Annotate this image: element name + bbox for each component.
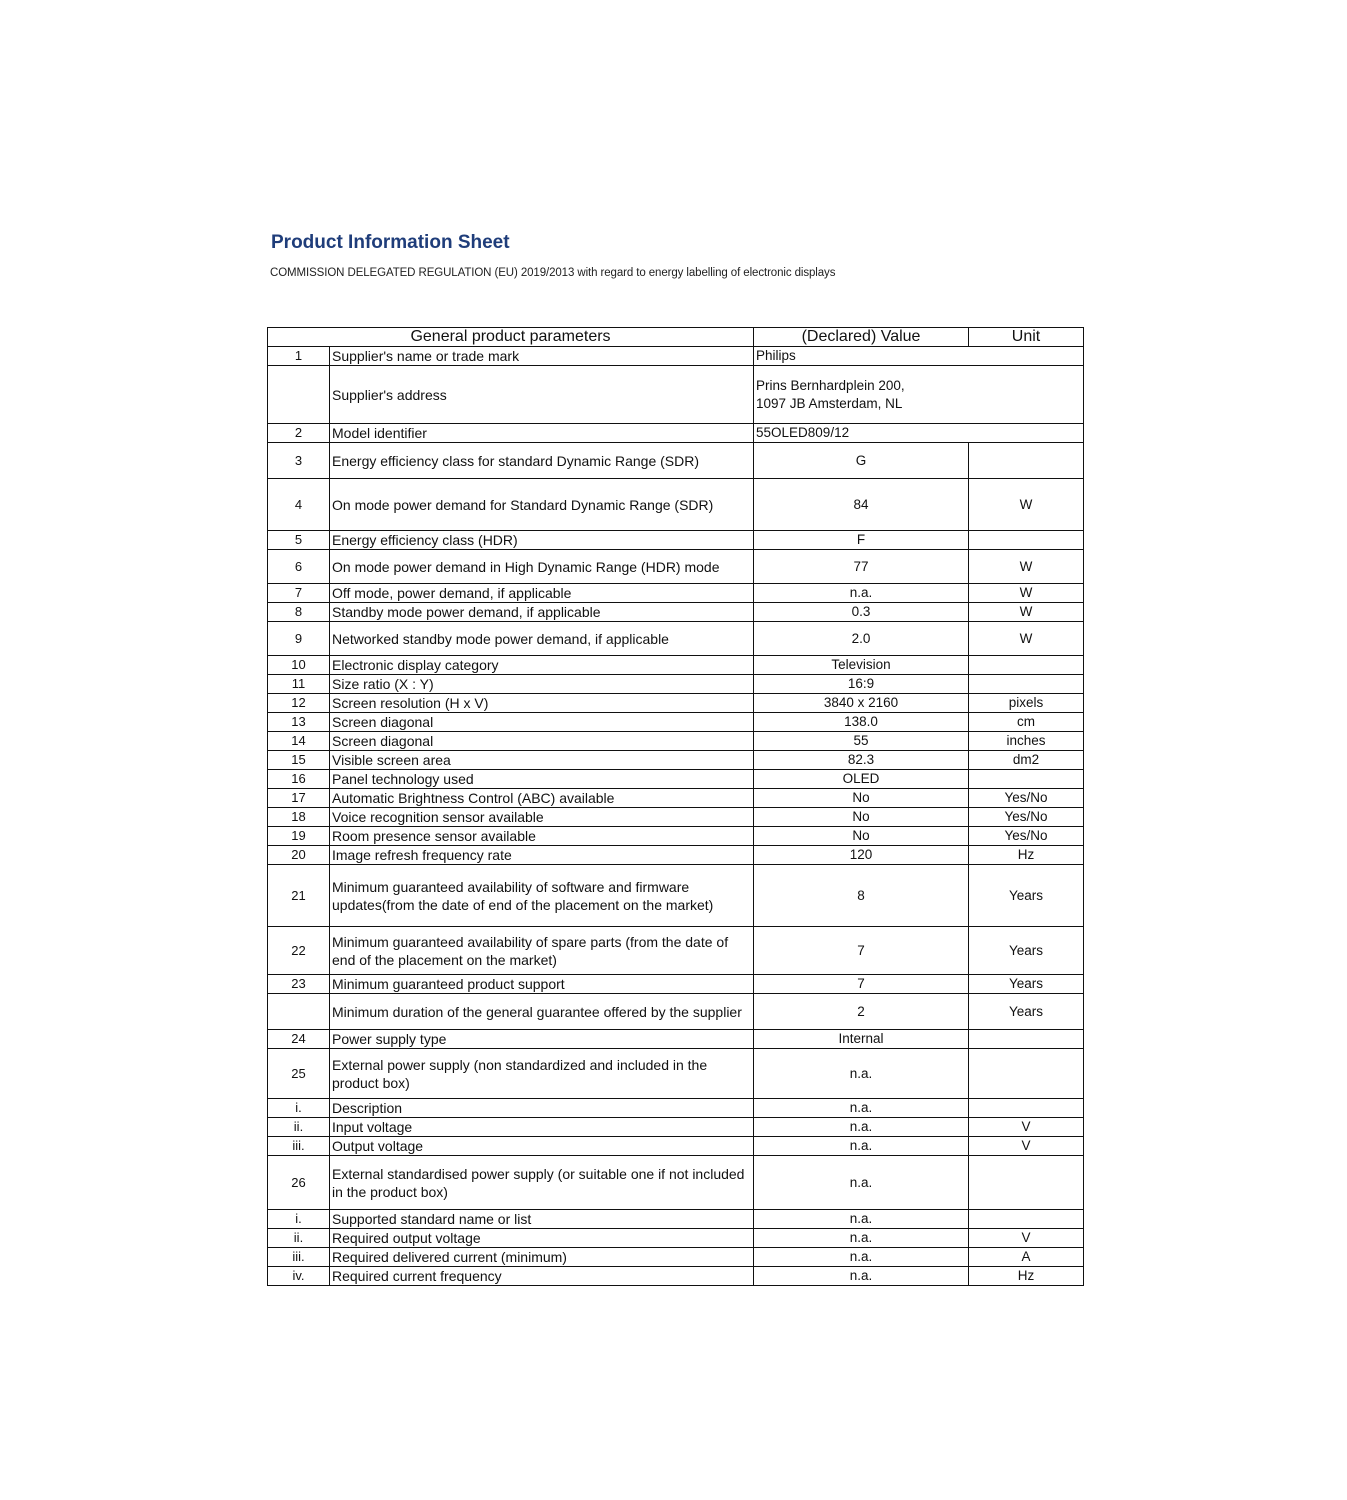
row-number: 7	[268, 584, 330, 603]
parameter-name: Room presence sensor available	[330, 827, 754, 846]
table-row	[268, 789, 1084, 808]
unit: W	[969, 603, 1084, 622]
declared-value: F	[754, 531, 969, 550]
table-row	[268, 846, 1084, 865]
unit: W	[969, 622, 1084, 656]
unit: W	[969, 584, 1084, 603]
declared-value: Philips	[754, 347, 1084, 366]
declared-value: No	[754, 808, 969, 827]
row-number: 10	[268, 656, 330, 675]
declared-value: 120	[754, 846, 969, 865]
declared-value: 0.3	[754, 603, 969, 622]
declared-value: n.a.	[754, 1267, 969, 1286]
unit: Yes/No	[969, 789, 1084, 808]
parameter-name: External power supply (non standardized and included in the product box)	[330, 1049, 754, 1099]
declared-value: 77	[754, 550, 969, 584]
row-number: ii.	[268, 1229, 330, 1248]
table-row	[268, 865, 1084, 927]
row-number: 20	[268, 846, 330, 865]
row-number: 12	[268, 694, 330, 713]
parameter-name: Energy efficiency class for standard Dynamic Range (SDR)	[330, 443, 754, 479]
row-number: i.	[268, 1210, 330, 1229]
table-row	[268, 584, 1084, 603]
row-number: 23	[268, 975, 330, 994]
parameter-name: Required delivered current (minimum)	[330, 1248, 754, 1267]
declared-value: 138.0	[754, 713, 969, 732]
parameter-name: Screen diagonal	[330, 732, 754, 751]
unit	[969, 656, 1084, 675]
unit: V	[969, 1137, 1084, 1156]
table-row	[268, 1156, 1084, 1210]
parameter-name: Power supply type	[330, 1030, 754, 1049]
row-number: iii.	[268, 1137, 330, 1156]
row-number: 19	[268, 827, 330, 846]
row-number: 11	[268, 675, 330, 694]
parameter-name: Screen diagonal	[330, 713, 754, 732]
unit	[969, 1210, 1084, 1229]
table-row	[268, 1210, 1084, 1229]
unit: Years	[969, 927, 1084, 975]
page-title: Product Information Sheet	[271, 232, 510, 253]
row-number: 3	[268, 443, 330, 479]
unit: Yes/No	[969, 808, 1084, 827]
parameter-name: Model identifier	[330, 424, 754, 443]
unit: Hz	[969, 846, 1084, 865]
product-information-table	[267, 327, 1084, 1286]
table-row	[268, 1030, 1084, 1049]
table-row	[268, 975, 1084, 994]
declared-value: n.a.	[754, 1118, 969, 1137]
declared-value: 7	[754, 927, 969, 975]
unit	[969, 1156, 1084, 1210]
parameter-name: On mode power demand for Standard Dynamic Range (SDR)	[330, 479, 754, 531]
table-row	[268, 622, 1084, 656]
declared-value: 3840 x 2160	[754, 694, 969, 713]
declared-value: Television	[754, 656, 969, 675]
parameter-name: Image refresh frequency rate	[330, 846, 754, 865]
row-number: 4	[268, 479, 330, 531]
unit: W	[969, 479, 1084, 531]
table-row	[268, 603, 1084, 622]
parameter-name: Networked standby mode power demand, if applicable	[330, 622, 754, 656]
row-number: 18	[268, 808, 330, 827]
header-unit: Unit	[969, 328, 1084, 347]
table-row	[268, 927, 1084, 975]
row-number: 9	[268, 622, 330, 656]
declared-value: n.a.	[754, 1049, 969, 1099]
parameter-name: Minimum duration of the general guarantee offered by the supplier	[330, 994, 754, 1030]
table-row	[268, 713, 1084, 732]
unit	[969, 1049, 1084, 1099]
table-row	[268, 1248, 1084, 1267]
row-number: 26	[268, 1156, 330, 1210]
unit	[969, 770, 1084, 789]
row-number: 24	[268, 1030, 330, 1049]
declared-value: n.a.	[754, 584, 969, 603]
table-row	[268, 1137, 1084, 1156]
declared-value: 16:9	[754, 675, 969, 694]
table-row	[268, 751, 1084, 770]
row-number: 14	[268, 732, 330, 751]
parameter-name: Screen resolution (H x V)	[330, 694, 754, 713]
declared-value: No	[754, 789, 969, 808]
unit	[969, 675, 1084, 694]
parameter-name: On mode power demand in High Dynamic Range (HDR) mode	[330, 550, 754, 584]
parameter-name: External standardised power supply (or suitable one if not included in the product box)	[330, 1156, 754, 1210]
parameter-name: Minimum guaranteed availability of software and firmware updates(from the date of end of the placement on the market)	[330, 865, 754, 927]
table-row	[268, 424, 1084, 443]
declared-value: n.a.	[754, 1229, 969, 1248]
parameter-name: Electronic display category	[330, 656, 754, 675]
header-general-parameters: General product parameters	[268, 328, 754, 347]
table-row	[268, 808, 1084, 827]
row-number: i.	[268, 1099, 330, 1118]
table-row	[268, 1267, 1084, 1286]
unit: Yes/No	[969, 827, 1084, 846]
row-number: 1	[268, 347, 330, 366]
parameter-name: Size ratio (X : Y)	[330, 675, 754, 694]
parameter-name: Voice recognition sensor available	[330, 808, 754, 827]
row-number	[268, 366, 330, 424]
row-number: 6	[268, 550, 330, 584]
row-number: 16	[268, 770, 330, 789]
declared-value: G	[754, 443, 969, 479]
declared-value: n.a.	[754, 1099, 969, 1118]
unit: Hz	[969, 1267, 1084, 1286]
declared-value: n.a.	[754, 1156, 969, 1210]
declared-value: n.a.	[754, 1210, 969, 1229]
row-number: 21	[268, 865, 330, 927]
declared-value: 2	[754, 994, 969, 1030]
parameter-name: Supported standard name or list	[330, 1210, 754, 1229]
declared-value: 55OLED809/12	[754, 424, 1084, 443]
row-number	[268, 994, 330, 1030]
unit: inches	[969, 732, 1084, 751]
declared-value: 84	[754, 479, 969, 531]
row-number: iv.	[268, 1267, 330, 1286]
parameter-name: Supplier's name or trade mark	[330, 347, 754, 366]
parameter-name: Minimum guaranteed product support	[330, 975, 754, 994]
parameter-name: Required current frequency	[330, 1267, 754, 1286]
unit: W	[969, 550, 1084, 584]
row-number: ii.	[268, 1118, 330, 1137]
unit: Years	[969, 994, 1084, 1030]
row-number: 5	[268, 531, 330, 550]
unit	[969, 1099, 1084, 1118]
unit: Years	[969, 975, 1084, 994]
unit: pixels	[969, 694, 1084, 713]
header-declared-value: (Declared) Value	[754, 328, 969, 347]
unit	[969, 531, 1084, 550]
table-row	[268, 531, 1084, 550]
row-number: 13	[268, 713, 330, 732]
table-row	[268, 994, 1084, 1030]
row-number: 15	[268, 751, 330, 770]
parameter-name: Visible screen area	[330, 751, 754, 770]
parameter-name: Energy efficiency class (HDR)	[330, 531, 754, 550]
table-row	[268, 1049, 1084, 1099]
declared-value: 7	[754, 975, 969, 994]
unit: A	[969, 1248, 1084, 1267]
table-row	[268, 550, 1084, 584]
parameter-name: Description	[330, 1099, 754, 1118]
parameter-name: Output voltage	[330, 1137, 754, 1156]
declared-value: 82.3	[754, 751, 969, 770]
table-row	[268, 479, 1084, 531]
table-row	[268, 1099, 1084, 1118]
unit: cm	[969, 713, 1084, 732]
table-row	[268, 443, 1084, 479]
parameter-name: Required output voltage	[330, 1229, 754, 1248]
table-row	[268, 347, 1084, 366]
table-row	[268, 656, 1084, 675]
table-row	[268, 827, 1084, 846]
declared-value: Prins Bernhardplein 200, 1097 JB Amsterdam, NL	[754, 366, 1084, 424]
unit	[969, 443, 1084, 479]
declared-value: 2.0	[754, 622, 969, 656]
row-number: 22	[268, 927, 330, 975]
table-header-row	[268, 328, 1084, 347]
declared-value: OLED	[754, 770, 969, 789]
declared-value: n.a.	[754, 1248, 969, 1267]
table-row	[268, 675, 1084, 694]
row-number: iii.	[268, 1248, 330, 1267]
table-row	[268, 1229, 1084, 1248]
parameter-name: Automatic Brightness Control (ABC) available	[330, 789, 754, 808]
parameter-name: Input voltage	[330, 1118, 754, 1137]
table-row	[268, 694, 1084, 713]
table-row	[268, 366, 1084, 424]
parameter-name: Standby mode power demand, if applicable	[330, 603, 754, 622]
declared-value: No	[754, 827, 969, 846]
unit: dm2	[969, 751, 1084, 770]
declared-value: 55	[754, 732, 969, 751]
parameter-name: Off mode, power demand, if applicable	[330, 584, 754, 603]
declared-value: Internal	[754, 1030, 969, 1049]
parameter-name: Supplier's address	[330, 366, 754, 424]
table-row	[268, 770, 1084, 789]
row-number: 25	[268, 1049, 330, 1099]
table-row	[268, 732, 1084, 751]
row-number: 17	[268, 789, 330, 808]
row-number: 2	[268, 424, 330, 443]
unit: Years	[969, 865, 1084, 927]
parameter-name: Minimum guaranteed availability of spare parts (from the date of end of the placement on the market)	[330, 927, 754, 975]
row-number: 8	[268, 603, 330, 622]
unit: V	[969, 1229, 1084, 1248]
declared-value: 8	[754, 865, 969, 927]
page-subtitle: COMMISSION DELEGATED REGULATION (EU) 2019/2013 with regard to energy labelling of electronic displays	[270, 267, 836, 279]
table-row	[268, 1118, 1084, 1137]
declared-value: n.a.	[754, 1137, 969, 1156]
unit: V	[969, 1118, 1084, 1137]
parameter-name: Panel technology used	[330, 770, 754, 789]
unit	[969, 1030, 1084, 1049]
